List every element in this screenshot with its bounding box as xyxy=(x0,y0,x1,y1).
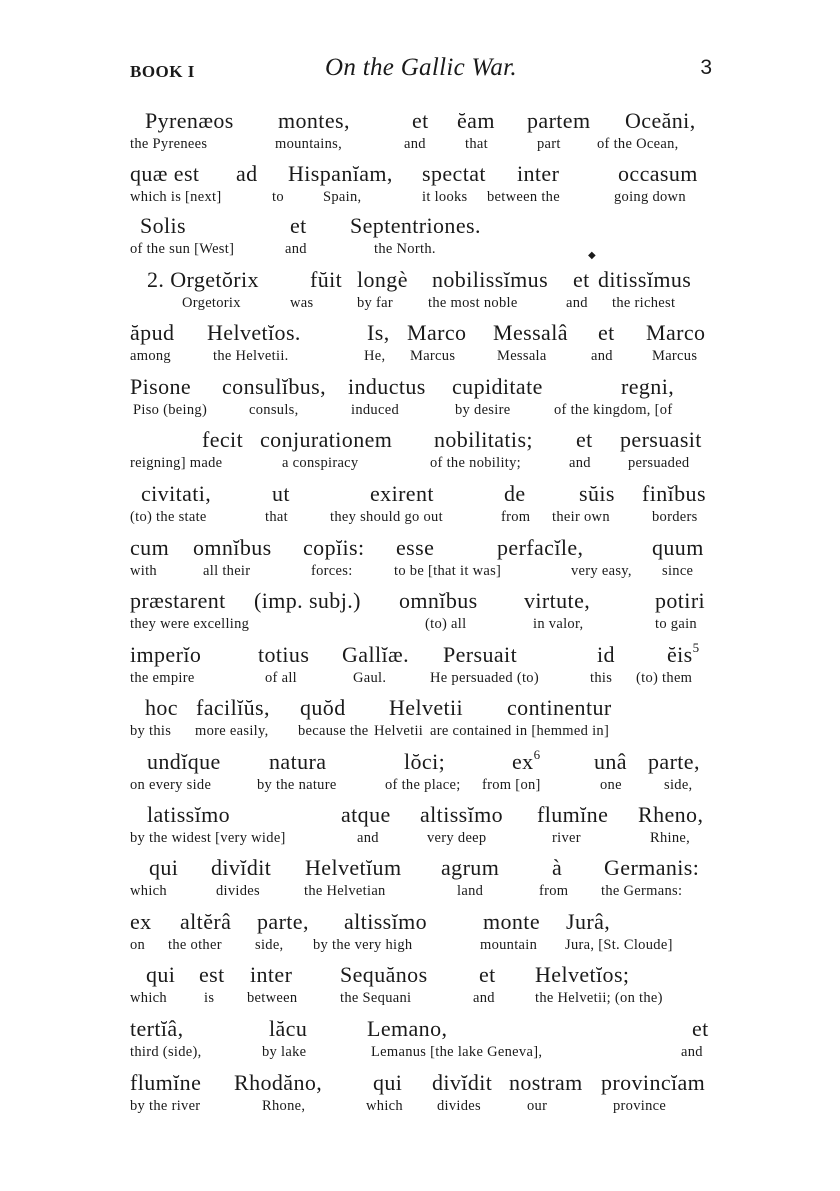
latin-word: flumĭne xyxy=(537,802,609,827)
english-gloss: the most noble xyxy=(428,295,518,311)
latin-word: esse xyxy=(396,535,435,560)
footnote-marker: 6 xyxy=(533,747,541,762)
latin-word: qui xyxy=(373,1070,403,1095)
english-gloss: of all xyxy=(265,670,297,686)
english-gloss: very easy, xyxy=(571,563,632,579)
english-gloss: He, xyxy=(364,348,386,364)
english-gloss: side, xyxy=(255,937,284,953)
latin-word: ex xyxy=(130,909,152,934)
latin-word: Marco xyxy=(407,320,467,345)
english-gloss: which is [next] xyxy=(130,189,222,205)
latin-word: flumĭne xyxy=(130,1070,202,1095)
latin-word: omnĭbus xyxy=(193,535,272,560)
stray-ink-mark: ◆ xyxy=(588,250,596,261)
english-gloss: and xyxy=(357,830,379,846)
english-gloss: the North. xyxy=(374,241,436,257)
latin-word: finĭbus xyxy=(642,481,706,506)
english-gloss: Orgetorix xyxy=(182,295,241,311)
english-gloss: mountain xyxy=(480,937,538,953)
english-gloss: (to) them xyxy=(636,670,693,686)
english-gloss: He persuaded (to) xyxy=(430,670,539,686)
latin-word: inter xyxy=(517,161,560,186)
english-gloss: they should go out xyxy=(330,509,443,525)
english-gloss: and xyxy=(591,348,613,364)
english-gloss: Lemanus [the lake Geneva], xyxy=(371,1044,543,1060)
latin-word: et xyxy=(576,427,593,452)
english-gloss: between xyxy=(247,990,298,1006)
english-gloss: part xyxy=(537,136,561,152)
latin-word: unâ xyxy=(594,749,627,774)
latin-word: Rheno, xyxy=(638,802,704,827)
english-gloss: by the widest [very wide] xyxy=(130,830,286,846)
latin-word: facilĭŭs, xyxy=(196,695,270,720)
latin-word: fecit xyxy=(202,427,244,452)
english-gloss: since xyxy=(662,563,694,579)
latin-word: Is, xyxy=(367,320,390,345)
english-gloss: they were excelling xyxy=(130,616,250,632)
english-gloss: third (side), xyxy=(130,1044,202,1060)
latin-word: inductus xyxy=(348,374,426,399)
latin-word: occasum xyxy=(618,161,698,186)
english-gloss: reigning] made xyxy=(130,455,223,471)
english-gloss: and xyxy=(566,295,588,311)
latin-word: natura xyxy=(269,749,327,774)
latin-word: fŭit xyxy=(310,267,343,292)
english-gloss: consuls, xyxy=(249,402,299,418)
english-gloss: induced xyxy=(351,402,400,418)
latin-word: id xyxy=(597,642,615,667)
english-gloss: by the nature xyxy=(257,777,337,793)
latin-word: Sequănos xyxy=(340,962,428,987)
english-gloss: Rhone, xyxy=(262,1098,306,1114)
latin-word: regni, xyxy=(621,374,675,399)
latin-word: civitati, xyxy=(141,481,212,506)
latin-word: ĕam xyxy=(457,108,495,133)
latin-word: et xyxy=(573,267,590,292)
english-gloss: persuaded xyxy=(628,455,690,471)
latin-word: et xyxy=(412,108,429,133)
latin-word: agrum xyxy=(441,855,500,880)
latin-word: inter xyxy=(250,962,293,987)
english-gloss: and xyxy=(473,990,495,1006)
english-gloss: the Helvetii. xyxy=(213,348,289,364)
latin-word: continentur xyxy=(507,695,612,720)
english-gloss: by this xyxy=(130,723,172,739)
english-gloss: of the Ocean, xyxy=(597,136,679,152)
latin-word: ad xyxy=(236,161,258,186)
latin-word: Septentriones. xyxy=(350,213,481,238)
latin-word: nobilissĭmus xyxy=(432,267,549,292)
latin-word: præstarent xyxy=(130,588,226,613)
english-gloss: province xyxy=(613,1098,667,1114)
latin-word: Hispanĭam, xyxy=(288,161,393,186)
english-gloss: going down xyxy=(614,189,686,205)
english-gloss: between the xyxy=(487,189,560,205)
english-gloss: Helvetii xyxy=(374,723,424,739)
book-label: BOOK I xyxy=(130,62,195,81)
latin-word: et xyxy=(692,1016,709,1041)
latin-word: altĕrâ xyxy=(180,909,232,934)
english-gloss: that xyxy=(465,136,488,152)
latin-word: divĭdit xyxy=(211,855,272,880)
latin-word: quum xyxy=(652,535,704,560)
english-gloss: in valor, xyxy=(533,616,584,632)
latin-word: latissĭmo xyxy=(147,802,231,827)
english-gloss: (to) all xyxy=(425,616,467,632)
english-gloss: by desire xyxy=(455,402,511,418)
running-header xyxy=(130,54,712,88)
latin-word: Persuait xyxy=(443,642,518,667)
english-gloss: which xyxy=(130,883,167,899)
latin-word: nobilitatis; xyxy=(434,427,533,452)
latin-word: ut xyxy=(272,481,290,506)
latin-word: cum xyxy=(130,535,170,560)
english-gloss: on every side xyxy=(130,777,212,793)
english-gloss: Gaul. xyxy=(353,670,387,686)
english-gloss: Messala xyxy=(497,348,547,364)
english-gloss: on xyxy=(130,937,146,953)
english-gloss: to gain xyxy=(655,616,697,632)
latin-word: exirent xyxy=(370,481,434,506)
english-gloss: this xyxy=(590,670,613,686)
english-gloss: which xyxy=(130,990,167,1006)
english-gloss: Jura, [St. Cloude] xyxy=(565,937,673,953)
english-gloss: by lake xyxy=(262,1044,307,1060)
english-gloss: from xyxy=(501,509,531,525)
english-gloss: the richest xyxy=(612,295,676,311)
page-title: On the Gallic War. xyxy=(325,54,517,81)
latin-word: conjurationem xyxy=(260,427,393,452)
english-gloss: from xyxy=(539,883,569,899)
english-gloss: and xyxy=(569,455,591,471)
latin-word: et xyxy=(290,213,307,238)
english-gloss: it looks xyxy=(422,189,468,205)
english-gloss: with xyxy=(130,563,157,579)
latin-word: parte, xyxy=(257,909,309,934)
latin-word: copĭis: xyxy=(303,535,365,560)
latin-word: longè xyxy=(357,267,408,292)
english-gloss: because the xyxy=(298,723,369,739)
english-gloss: by the river xyxy=(130,1098,201,1114)
latin-word: et xyxy=(479,962,496,987)
latin-word: altissĭmo xyxy=(344,909,428,934)
english-gloss: one xyxy=(600,777,622,793)
latin-word: parte, xyxy=(648,749,700,774)
english-gloss: the Helvetii; (on the) xyxy=(535,990,663,1006)
english-gloss: are contained in [hemmed in] xyxy=(430,723,610,739)
latin-word: undĭque xyxy=(147,749,221,774)
latin-word: Pisone xyxy=(130,374,192,399)
latin-word: spectat xyxy=(422,161,486,186)
latin-word: Marco xyxy=(646,320,706,345)
latin-word: Pyrenæos xyxy=(145,108,234,133)
english-gloss: borders xyxy=(652,509,698,525)
latin-word: altissĭmo xyxy=(420,802,504,827)
english-gloss: by the very high xyxy=(313,937,413,953)
english-gloss: the other xyxy=(168,937,222,953)
latin-word: Lemano, xyxy=(367,1016,448,1041)
latin-word: totius xyxy=(258,642,310,667)
english-gloss: and xyxy=(285,241,307,257)
latin-word: omnĭbus xyxy=(399,588,478,613)
footnote-marker: 5 xyxy=(692,640,700,655)
latin-word: quæ est xyxy=(130,161,200,186)
english-gloss: from [on] xyxy=(482,777,541,793)
latin-word: sŭis xyxy=(579,481,615,506)
english-gloss: divides xyxy=(216,883,260,899)
latin-word: (imp. subj.) xyxy=(254,588,361,613)
latin-word: Helvetĭum xyxy=(305,855,402,880)
latin-word: à xyxy=(552,855,563,880)
latin-word: provincĭam xyxy=(601,1070,706,1095)
english-gloss: the Pyrenees xyxy=(130,136,208,152)
latin-word: atque xyxy=(341,802,391,827)
latin-word: Solis xyxy=(140,213,187,238)
english-gloss: land xyxy=(457,883,484,899)
latin-word: divĭdit xyxy=(432,1070,493,1095)
english-gloss: and xyxy=(404,136,426,152)
english-gloss: all their xyxy=(203,563,251,579)
latin-word: hoc xyxy=(145,695,178,720)
latin-word: Helvetĭos. xyxy=(207,320,301,345)
latin-word: est xyxy=(199,962,225,987)
english-gloss: and xyxy=(681,1044,703,1060)
english-gloss: among xyxy=(130,348,171,364)
english-gloss: the Helvetian xyxy=(304,883,386,899)
english-gloss: Rhine, xyxy=(650,830,691,846)
latin-word: et xyxy=(598,320,615,345)
latin-word: Oceăni, xyxy=(625,108,696,133)
latin-word: Helvetĭos; xyxy=(535,962,630,987)
english-gloss: a conspiracy xyxy=(282,455,359,471)
latin-word: potiri xyxy=(655,588,706,613)
latin-word: lăcu xyxy=(269,1016,308,1041)
latin-word: Gallĭæ. xyxy=(342,642,409,667)
latin-word: Rhodăno, xyxy=(234,1070,323,1095)
latin-word: tertĭâ, xyxy=(130,1016,184,1041)
english-gloss: river xyxy=(552,830,581,846)
latin-word: de xyxy=(504,481,526,506)
latin-word: ditissĭmus xyxy=(598,267,692,292)
latin-word: qui xyxy=(149,855,179,880)
english-gloss: the Sequani xyxy=(340,990,412,1006)
english-gloss: of the kingdom, [of xyxy=(554,402,673,418)
latin-word: lŏci; xyxy=(404,749,446,774)
latin-word: quŏd xyxy=(300,695,346,720)
latin-word: 2. Orgetŏrix xyxy=(147,267,259,292)
latin-word: perfacĭle, xyxy=(497,535,584,560)
english-gloss: the Germans: xyxy=(601,883,683,899)
english-gloss: more easily, xyxy=(195,723,269,739)
english-gloss: that xyxy=(265,509,288,525)
latin-word: monte xyxy=(483,909,540,934)
latin-word: nostram xyxy=(509,1070,583,1095)
latin-word: montes, xyxy=(278,108,350,133)
english-gloss: of the sun [West] xyxy=(130,241,235,257)
english-gloss: the empire xyxy=(130,670,195,686)
latin-word: virtute, xyxy=(524,588,591,613)
latin-word: ĕis$^5$ xyxy=(667,640,700,667)
english-gloss: is xyxy=(204,990,215,1006)
english-gloss: side, xyxy=(664,777,693,793)
latin-word: Messalâ xyxy=(493,320,568,345)
english-gloss: (to) the state xyxy=(130,509,207,525)
latin-word: persuasit xyxy=(620,427,702,452)
latin-word: Germanis: xyxy=(604,855,700,880)
english-gloss: their own xyxy=(552,509,610,525)
latin-word: ăpud xyxy=(130,320,175,345)
latin-word: partem xyxy=(527,108,591,133)
english-gloss: Spain, xyxy=(323,189,362,205)
latin-word: consulĭbus, xyxy=(222,374,327,399)
english-gloss: which xyxy=(366,1098,403,1114)
english-gloss: to be [that it was] xyxy=(394,563,502,579)
latin-word: Helvetii xyxy=(389,695,464,720)
english-gloss: very deep xyxy=(427,830,487,846)
latin-word: cupiditate xyxy=(452,374,543,399)
page-number: 3 xyxy=(700,56,712,79)
english-gloss: by far xyxy=(357,295,394,311)
english-gloss: to xyxy=(272,189,284,205)
latin-word: qui xyxy=(146,962,176,987)
english-gloss: divides xyxy=(437,1098,481,1114)
english-gloss: mountains, xyxy=(275,136,343,152)
english-gloss: forces: xyxy=(311,563,353,579)
english-gloss: was xyxy=(290,295,314,311)
latin-word: Jurâ, xyxy=(566,909,611,934)
english-gloss: our xyxy=(527,1098,548,1114)
latin-word: imperĭo xyxy=(130,642,202,667)
english-gloss: of the place; xyxy=(385,777,461,793)
latin-word: $ex^6$ xyxy=(512,747,541,774)
english-gloss: Marcus xyxy=(652,348,698,364)
english-gloss: Marcus xyxy=(410,348,456,364)
english-gloss: Piso (being) xyxy=(133,402,208,418)
english-gloss: of the nobility; xyxy=(430,455,521,471)
